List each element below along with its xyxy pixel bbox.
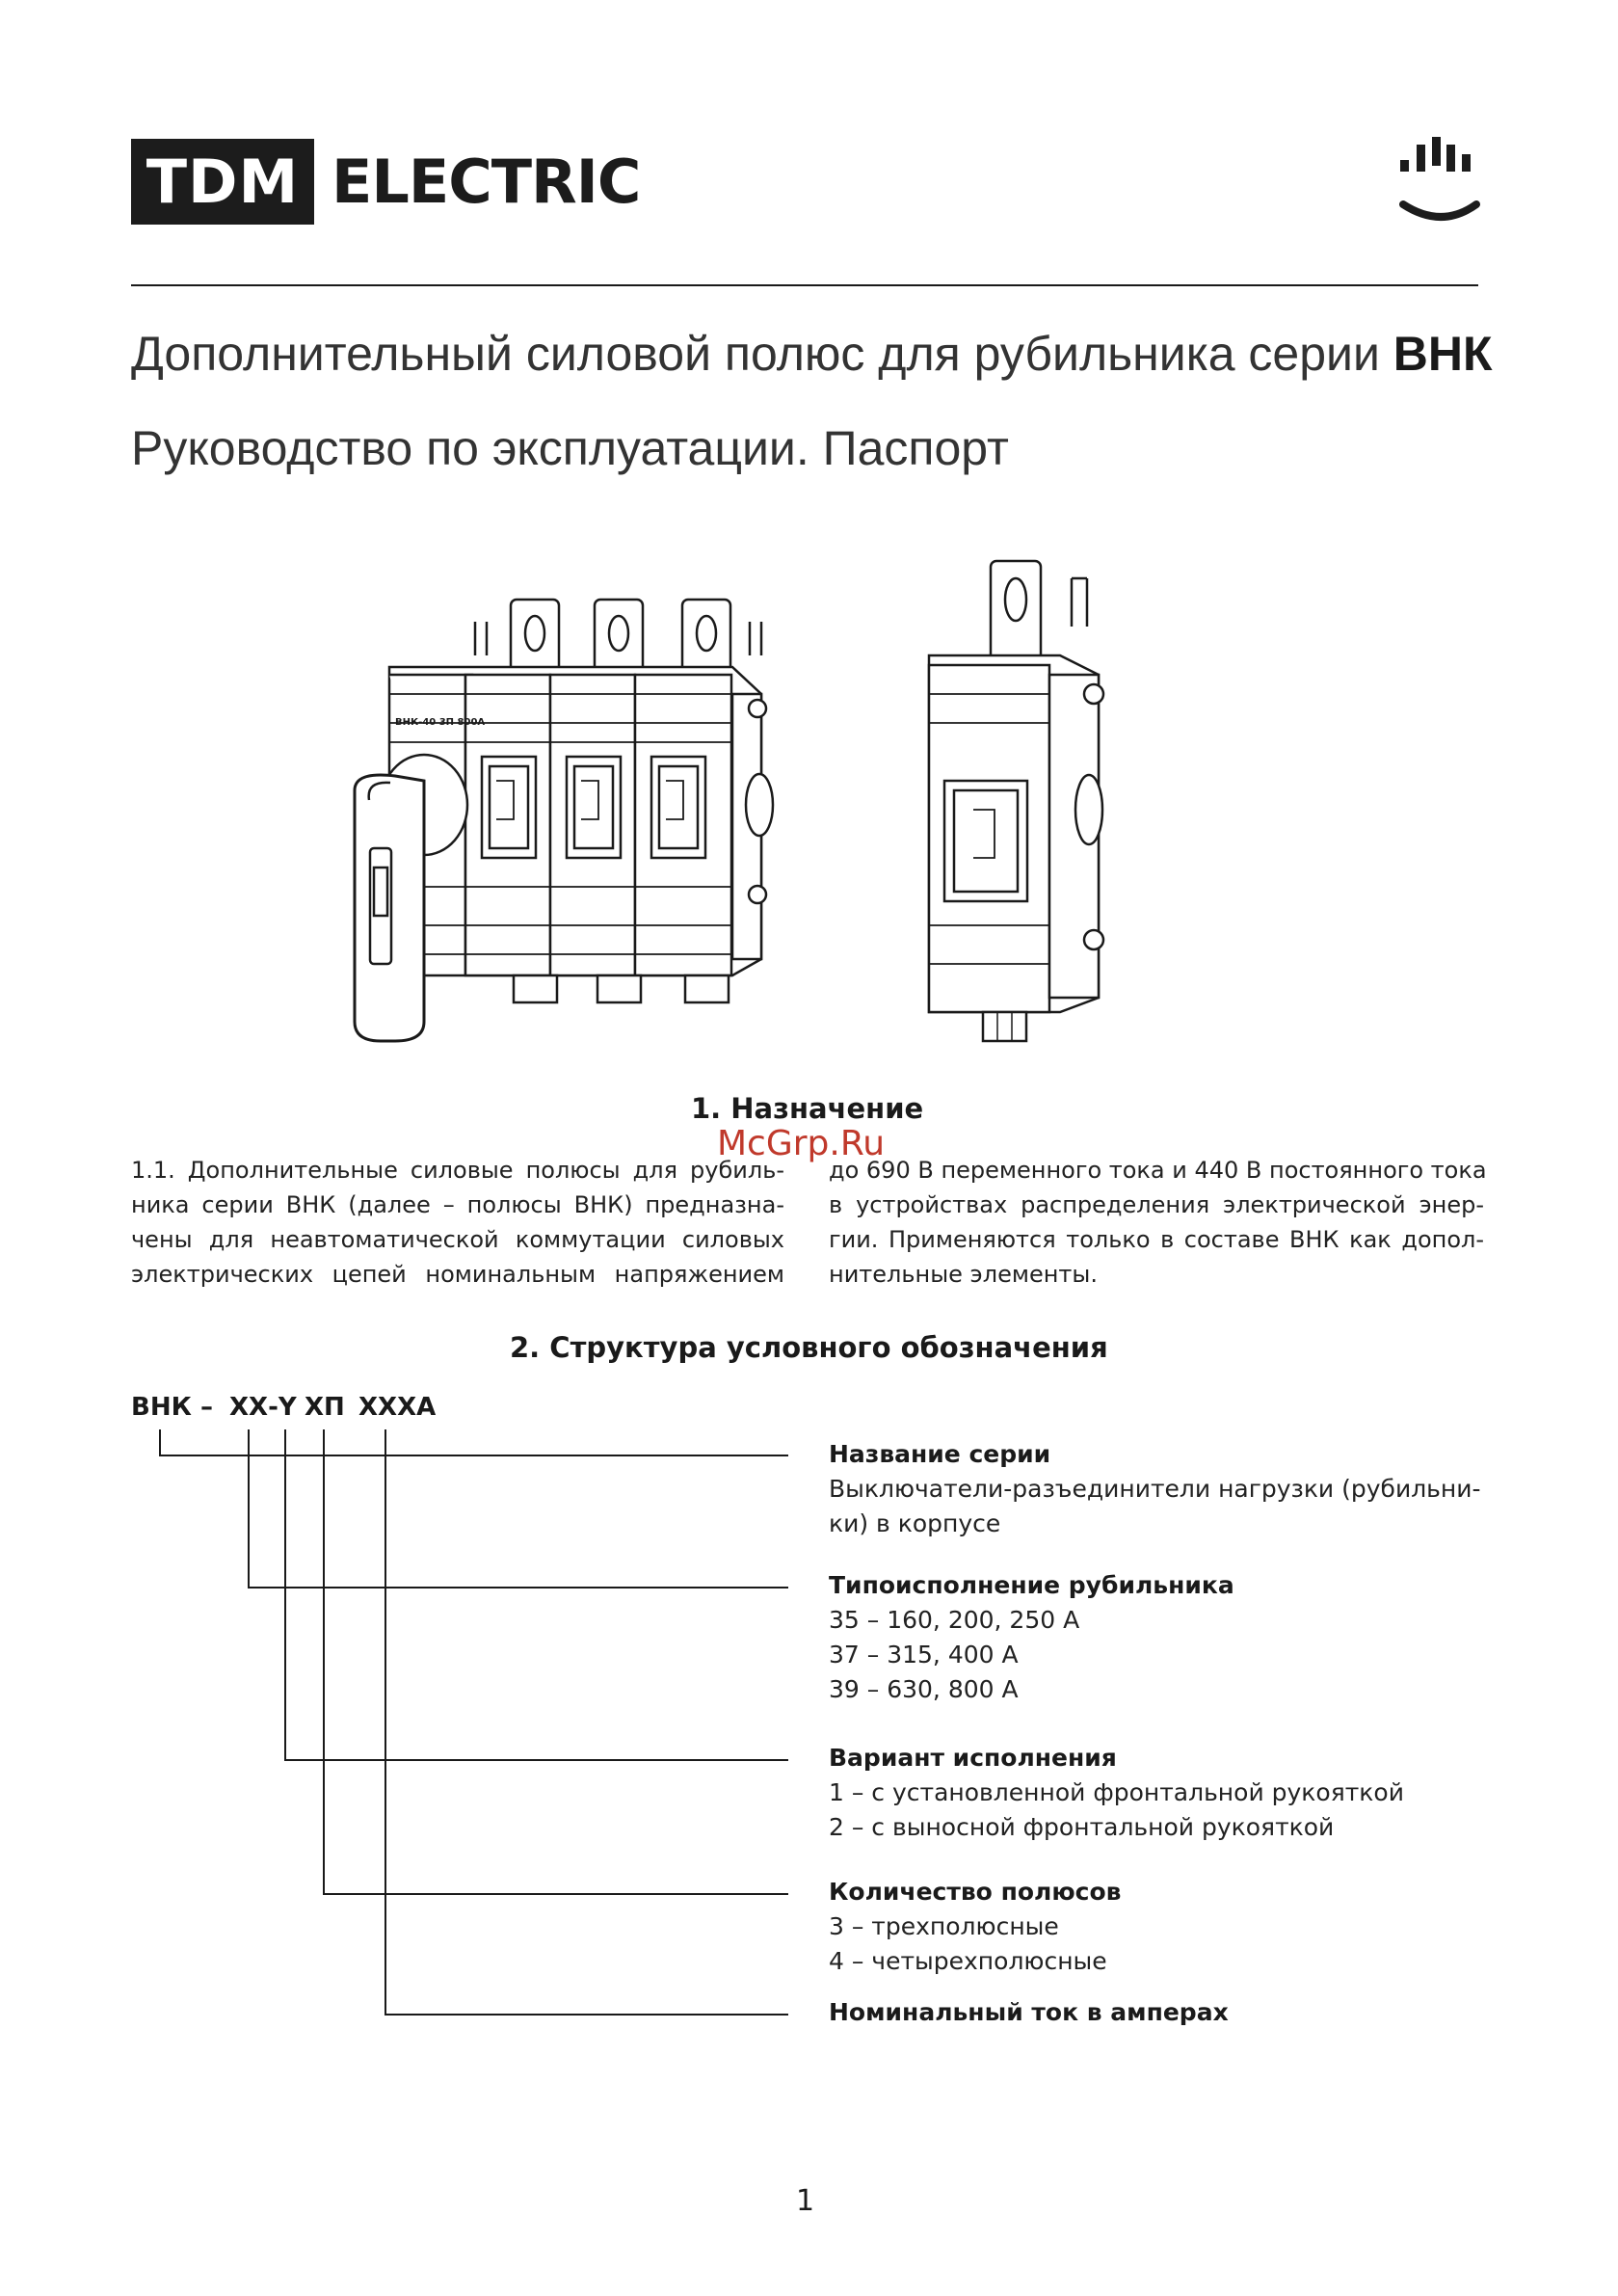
series-name: ВНК <box>1393 327 1493 381</box>
watermark: McGrp.Ru <box>717 1124 886 1163</box>
paragraph-line: электрических цепей номинальным напряжением <box>131 1261 784 1288</box>
paragraph-line: ника серии ВНК (далее – полюсы ВНК) предназна- <box>131 1191 784 1218</box>
paragraph-line: 1.1. Дополнительные силовые полюсы для рубиль- <box>131 1157 784 1184</box>
code-dash: – <box>200 1393 213 1422</box>
item-type-line: 35 – 160, 200, 250 А <box>829 1606 1080 1634</box>
item-type-title: Типоисполнение рубильника <box>829 1571 1234 1599</box>
logo-tdm-text: TDM <box>146 147 300 217</box>
page-number: 1 <box>796 2184 815 2218</box>
item-series-line: Выключатели-разъединители нагрузки (рубильни- <box>829 1475 1481 1503</box>
paragraph-line: гии. Применяются только в составе ВНК как допол- <box>829 1226 1484 1253</box>
item-variant-title: Вариант исполнения <box>829 1744 1117 1772</box>
page-subtitle: Руководство по эксплуатации. Паспорт <box>131 421 1009 475</box>
item-variant-line: 2 – с выносной фронтальной рукояткой <box>829 1813 1335 1841</box>
page-title-text: Дополнительный силовой полюс для рубильника серии <box>131 327 1380 381</box>
leader-variant <box>285 1429 788 1760</box>
device-model-label: ВНК-40 3П 800А <box>395 717 486 728</box>
item-poles-line: 3 – трехполюсные <box>829 1912 1059 1940</box>
item-current-title: Номинальный ток в амперах <box>829 1998 1229 2026</box>
section2-heading: 2. Структура условного обозначения <box>510 1331 1108 1364</box>
item-variant-line: 1 – с установленной фронтальной рукояткой <box>829 1778 1404 1806</box>
logo-electric-text: ELECTRIC <box>332 147 641 217</box>
item-type-line: 39 – 630, 800 А <box>829 1675 1019 1703</box>
paragraph-line: нительные элементы. <box>829 1261 1098 1288</box>
paragraph-line: в устройствах распределения электрической энер- <box>829 1191 1484 1218</box>
code-current: ХХХА <box>358 1393 437 1422</box>
paragraph-line: до 690 В переменного тока и 440 В постоянного тока <box>829 1157 1487 1184</box>
item-series-title: Название серии <box>829 1440 1051 1468</box>
section1-heading: 1. Назначение <box>691 1092 924 1125</box>
code-type: ХХ-Y <box>229 1393 297 1422</box>
code-poles: ХП <box>305 1393 345 1422</box>
leader-type <box>249 1429 788 1588</box>
paragraph-line: чены для неавтоматической коммутации силовых <box>131 1226 784 1253</box>
item-poles-line: 4 – четырехполюсные <box>829 1947 1107 1975</box>
item-series-line: ки) в корпусе <box>829 1509 1001 1537</box>
item-type-line: 37 – 315, 400 А <box>829 1641 1019 1669</box>
leader-series <box>160 1429 788 1455</box>
leader-current <box>385 1429 788 2015</box>
leader-poles <box>324 1429 788 1894</box>
code-series: ВНК <box>131 1393 192 1422</box>
item-poles-title: Количество полюсов <box>829 1878 1122 1906</box>
